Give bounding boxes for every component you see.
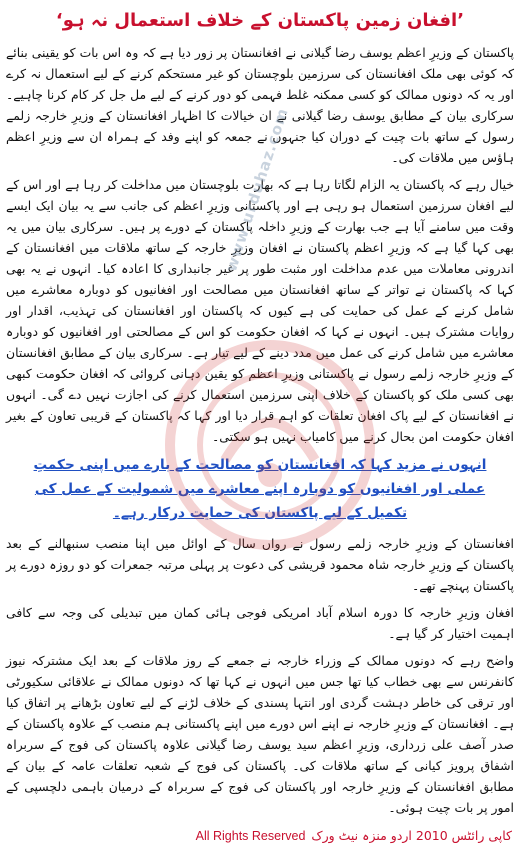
paragraph-5: واضح رہے کہ دونوں ممالک کے وزراء خارجہ نے جمعے کے روز ملاقات کے بعد ایک مشترکہ نیوز کانفرنس سے بھی خطاب کیا تھا جس میں انہوں نے کہا تھا کہ دونوں ممالک نے علاقائی سکیورٹی اور ترقی کی خاطر دہشت گردی اور انتہا پسندی کے خلاف لڑنے کے لیے تعاون بڑھانے پر اتفاق کیا ہے۔ افغانستان کے وزیرِ خارجہ نے اپنے اس دورے میں اپنے پاکستانی ہم منصب کے علاوہ پاکستان کے صدر آصف علی زرداری، وزیرِ اعظم سید یوسف رضا گیلانی علاوہ پاکستان کی فوج کے سربراہ اشفاق پرویز کیانی کے ساتھ ملاقات کی۔ پاکستان کی فوج کے شعبہ تعلقات عامہ کے بیان کے مطابق افغانستان کے وزیرِ خارجہ اور پاکستان کی فوج کے سربراہ کے درمیان باہمی دلچسپی کے امور پر بات چیت ہوئی۔ <box>6 653 514 815</box>
footer-copyright: کاپی رائٹس 2010 اردو منزہ نیٹ ورک <box>311 828 512 843</box>
paragraph-4: افغان وزیرِ خارجہ کا دورہ اسلام آباد امریکی فوجی ہائی کمان میں تبدیلی کی وجہ سے کافی اہمیت اختیار کر گیا ہے۔ <box>6 605 514 641</box>
footer-rights: All Rights Reserved <box>195 829 306 843</box>
watermark-url: www.urduhaz.com <box>222 105 292 274</box>
paragraph-2: خیال رہے کہ پاکستان یہ الزام لگاتا رہا ہے کہ بھارت بلوچستان میں مداخلت کر رہا ہے اور اس کے لیے افغان سرزمین استعمال ہو رہی ہے اور پاکستانی وزیرِ اعظم کی جانب سے یہ بیان ایک ایسے وقت میں سامنے آیا ہے جب بھارت کے وزیرِ داخلہ پاکستان کے دورے پر ہیں۔ سرکاری بیان میں یہ بھی کہا گیا ہے کہ وزیرِ اعظم پاکستان نے افغان وزیرِ خارجہ کے ساتھ ملاقات میں افغانستان کے اندرونی معاملات میں عدم مداخلت اور مثبت طور پر غیر جانبداری کا اعادہ کیا۔ انہوں نے یہ بھی کہا کہ پاکستان نے تواتر کے ساتھ افغانستان میں مصالحت اور افغانیوں کو دوبارہ معاشرے میں شامل کرنے کے عمل کی حمایت کی ہے کیوں کہ پاکستان اور افغانستان کی تہذیب، اقدار اور روایات مشترک ہیں۔ انہوں نے کہا کہ افغان حکومت کو اس کے مصالحتی اور افغانیوں کو دوبارہ معاشرے میں شامل کرنے کی عمل میں مدد دینے کے لیے تیار ہے۔ سرکاری بیان کے مطابق افغانستان کے وزیرِ خارجہ زلمے رسول نے پاکستانی وزیرِ اعظم کو یقین دہانی کروائی کہ افغان حکومت کبھی بھی کسی ملک کو پاکستان کے خلاف اپنی سرزمین استعمال کرنے کی اجازت نہیں دے گی۔ انہوں نے افغانستان کے لیے پاک افغان تعلقات کو اہم قرار دیا اور کہا کہ پاکستان کے قریبی تعاون کے بغیر افغان حکومت امن بحال کرنے میں کامیاب نہیں ہو سکتی۔ <box>6 177 514 444</box>
footer <box>196 828 512 843</box>
paragraph-3: افغانستان کے وزیرِ خارجہ زلمے رسول نے رواں سال کے اوائل میں اپنا منصب سنبھالنے کے بعد پاکستان کے وزیرِ خارجہ شاہ محمود قریشی کی دعوت پر پہلی مرتبہ جمعرات کو دو روزہ دورے پر پاکستان پہنچے تھے۔ <box>6 536 514 593</box>
highlighted-quote: انہوں نے مزید کہا کہ افغانستان کو مصالحت کے بارے میں اپنی حکمتِ عملی اور افغانیوں کو دوبارہ اپنے معاشرے میں شمولیت کے عمل کی تکمیل کے لیے پاکستان کی حمایت درکار رہے۔ <box>33 457 487 521</box>
article-title: ’افغان زمین پاکستان کے خلاف استعمال نہ ہو‘ <box>55 10 465 31</box>
paragraph-1: پاکستان کے وزیرِ اعظم یوسف رضا گیلانی نے افغانستان پر زور دیا ہے کہ وہ اس بات کو یقینی بنائے کہ کوئی بھی ملک افغانستان کی سرزمین بلوچستان کو غیر مستحکم کرنے کے لیے استعمال نہ کرے اور یہ کہ دونوں ممالک کو کسی ممکنہ غلط فہمی کو دور کرنے کے لیے مل جل کر کام کرنا چاہیے۔ سرکاری بیان کے مطابق یوسف رضا گیلانی نے ان خیالات کا اظہار افغانستان کے وزیرِ خارجہ زلمے رسول کے ساتھ بات چیت کے دوران کیا جنہوں نے جمعہ کو اپنے وفد کے ہمراہ ان سے وزیرِ اعظم ہاؤس میں ملاقات کی۔ <box>6 45 514 165</box>
